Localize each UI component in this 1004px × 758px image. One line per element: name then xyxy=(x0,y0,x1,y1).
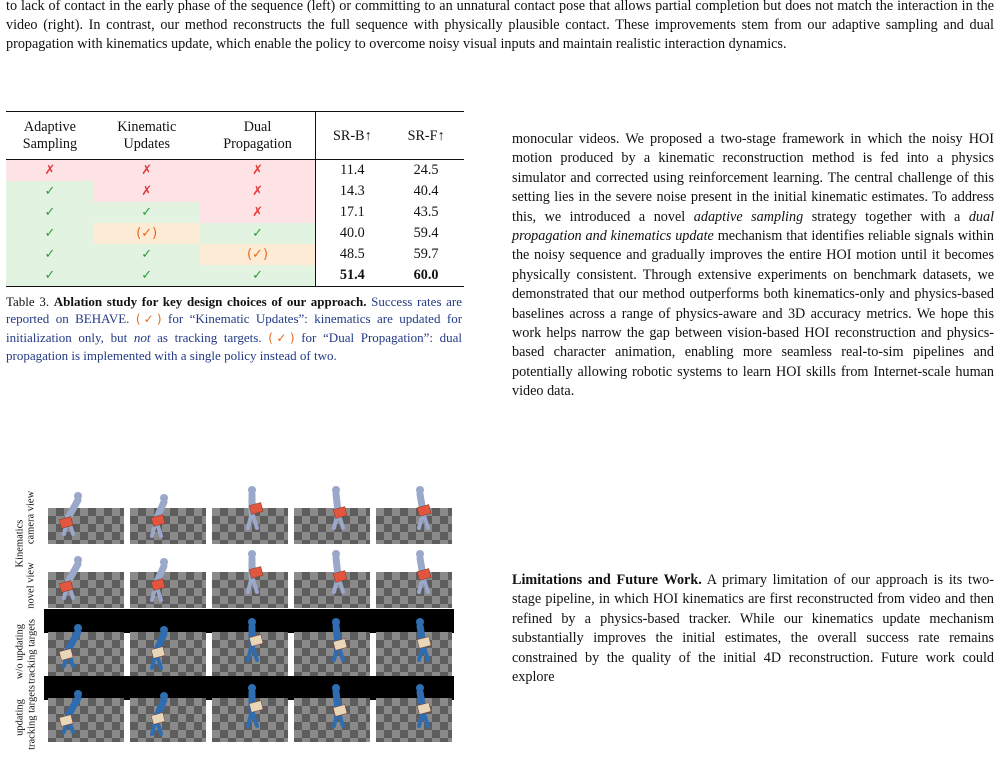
sim-frame xyxy=(294,482,370,544)
sim-frame xyxy=(48,680,124,742)
sim-frame xyxy=(212,680,288,742)
cell-adaptive: ✓ xyxy=(6,202,94,223)
cell-adaptive: ✓ xyxy=(6,181,94,202)
row-label-wo-updating: w/o updating xyxy=(14,623,26,680)
limitations-paragraph: Limitations and Future Work. A primary limitation of our approach is its two-stage pipeline, in which HOI kinematics are first reconstructed from video and then refined by a physics-based tracker. While our kinematics update mechanism substantially improves the initial estimates, the overall success rate remains constrained by the quality of the initial 4D reconstruction. Future work could explore xyxy=(512,572,995,686)
sim-frame xyxy=(48,614,124,676)
sim-frame xyxy=(294,680,370,742)
sim-frame xyxy=(48,546,124,608)
cell-dual: ✓ xyxy=(200,265,316,287)
sim-frame xyxy=(294,614,370,676)
cell-sr-f: 59.4 xyxy=(413,225,439,241)
sim-frame xyxy=(212,614,288,676)
row-label-tracking-targets: tracking targets xyxy=(26,685,38,750)
table-caption xyxy=(6,293,462,365)
cell-kinematic: (✓) xyxy=(94,223,200,244)
cell-sr-b: 11.4 xyxy=(316,160,388,182)
table-row xyxy=(6,202,464,223)
caption-part2: for “Kinematic Updates”: kinematics are updated for initialization only, but xyxy=(6,311,463,345)
cell-sr-f: 60.0 xyxy=(388,265,464,287)
cell-dual: ✗ xyxy=(200,160,316,182)
table-row xyxy=(6,160,464,182)
header-kinematic-updates: Kinematic Updates xyxy=(94,112,200,160)
cell-dual: ✓ xyxy=(200,223,316,244)
sim-frame xyxy=(48,482,124,544)
cell-sr-f: 40.4 xyxy=(413,183,439,199)
caption-part3: as tracking targets. xyxy=(157,329,262,345)
table-row xyxy=(6,181,464,202)
cell-sr-f: 24.5 xyxy=(413,162,439,178)
sim-frame xyxy=(294,546,370,608)
row-label-novel-view: novel view xyxy=(25,562,37,609)
cell-sr-b: 14.3 xyxy=(316,181,388,202)
cell-adaptive: ✗ xyxy=(6,160,94,182)
cell-kinematic: ✗ xyxy=(94,160,200,182)
sim-frame xyxy=(376,680,452,742)
cell-kinematic: ✓ xyxy=(94,244,200,265)
caption-part1: Success rates are reported on BEHAVE. xyxy=(6,294,463,327)
cell-dual: (✓) xyxy=(200,244,316,265)
sim-frame xyxy=(376,482,452,544)
partial-check-symbol: (✓) xyxy=(135,312,162,327)
sim-frame xyxy=(130,680,206,742)
table-row xyxy=(6,244,464,265)
sim-frame xyxy=(376,614,452,676)
cell-sr-f: 43.5 xyxy=(413,204,439,220)
caption-not: not xyxy=(133,329,151,345)
table-row xyxy=(6,265,464,287)
sim-frame xyxy=(376,546,452,608)
cell-kinematic: ✓ xyxy=(94,265,200,287)
row-label-kinematics: Kinematics xyxy=(14,519,26,568)
sim-frame xyxy=(212,482,288,544)
cell-kinematic: ✓ xyxy=(94,202,200,223)
sim-frame xyxy=(130,482,206,544)
partial-check-symbol: (✓) xyxy=(268,330,295,345)
top-paragraph: to lack of contact in the early phase of the sequence (left) or committing to an unnatural contact pose that allows partial completion but does not match the interaction in the video (right). In contrast, our method reconstructs the full sequence with physically plausible contact. These improvements stem from our adaptive sampling and dual propagation with kinematics update, which enable the policy to overcome noisy visual inputs and maintain realistic interaction dynamics. xyxy=(6,0,994,52)
cell-adaptive: ✓ xyxy=(6,223,94,244)
cell-sr-f: 59.7 xyxy=(413,246,439,262)
table-header-row xyxy=(6,112,464,160)
header-dual-propagation: Dual Propagation xyxy=(200,112,316,160)
row-label-camera-view: camera view xyxy=(25,490,37,545)
cell-dual: ✗ xyxy=(200,181,316,202)
cell-dual: ✗ xyxy=(200,202,316,223)
cell-sr-b: 51.4 xyxy=(316,265,388,287)
sim-frame xyxy=(212,546,288,608)
header-sr-b: SR-B↑ xyxy=(316,112,388,160)
conclusion-paragraph: monocular videos. We proposed a two-stage framework in which the noisy HOI motion produced by a kinematic reconstruction method is fed into a physics simulator and corrected using reinforcement learning. The central challenge of this setting lies in the severe noise present in the initial kinematic estimates. To address this, we introduced a novel adaptive sampling strategy together with a dual propagation and kinematics update mechanism that identifies reliable signals within the noisy sequence and gradually improves the entire HOI motion until it becomes physically consistent. Through extensive experiments on benchmark datasets, we demonstrated that our method outperforms both kinematics-only and physics-based baselines across a range of physics-aware and 3D accuracy metrics. We hope this work helps narrow the gap between vision-based HOI reconstruction and physics-based character animation, enabling more seamless real-to-sim pipelines and potentially allowing robotic systems to learn HOI skills from Internet-scale human video data. xyxy=(512,131,995,400)
sim-frame xyxy=(130,614,206,676)
caption-label: Table 3. xyxy=(6,294,50,309)
cell-adaptive: ✓ xyxy=(6,265,94,287)
caption-part4: for “Dual Propagation”: dual propagation is implemented with a single policy instead of two. xyxy=(6,329,462,364)
cell-kinematic: ✗ xyxy=(94,181,200,202)
table-row xyxy=(6,223,464,244)
limitations-heading: Limitations and Future Work. xyxy=(512,572,702,588)
cell-adaptive: ✓ xyxy=(6,244,94,265)
header-adaptive-sampling: Adaptive Sampling xyxy=(6,112,94,160)
row-label-updating: updating xyxy=(14,699,26,736)
cell-sr-b: 40.0 xyxy=(316,223,388,244)
caption-title: Ablation study for key design choices of our approach. xyxy=(53,294,367,309)
ablation-table xyxy=(6,111,464,287)
cell-sr-b: 48.5 xyxy=(316,244,388,265)
sim-frame xyxy=(130,546,206,608)
row-label-tracking-targets: tracking targets xyxy=(26,619,38,684)
header-sr-f: SR-F↑ xyxy=(388,112,464,160)
cell-sr-b: 17.1 xyxy=(316,202,388,223)
